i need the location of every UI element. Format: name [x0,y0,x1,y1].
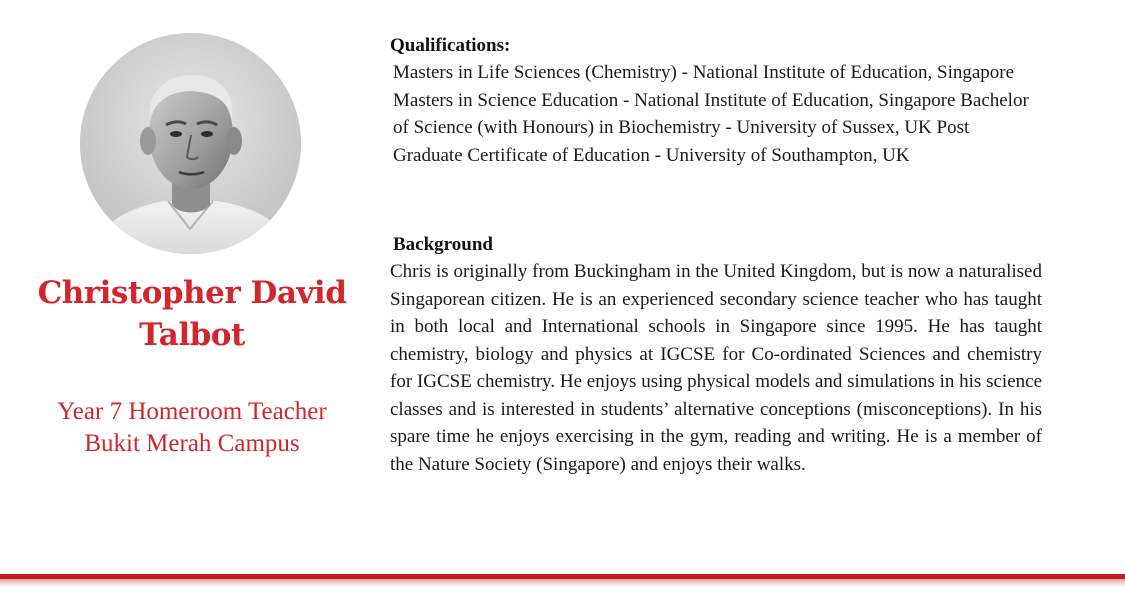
campus-name: Bukit Merah Campus [84,430,300,457]
bottom-divider-shadow [0,579,1125,587]
person-name: Christopher David Talbot [37,275,347,353]
role-title: Year 7 Homeroom Teacher [57,398,327,425]
profile-photo [80,33,301,254]
background-section [390,232,1042,478]
portrait-illustration [80,33,301,254]
qualifications-heading: Qualifications: [390,35,511,56]
qualifications-text: Masters in Life Sciences (Chemistry) - National Institute of Education, Singapore Masters in Science Education - National Institute of Education, Singapore Bachelor of Science (with Honours) in Biochemistry - University of Sussex, UK Post Graduate Certificate of Education - University of Southampton, UK [393,62,1029,166]
qualifications-section [390,33,1050,169]
role-block [20,396,364,460]
background-text: Chris is originally from Buckingham in the United Kingdom, but is now a naturalised Singaporean citizen. He is an experienced secondary science teacher who has taught in both local and International schools in Singapore since 1995. He has taught chemistry, biology and physics at IGCSE for Co-ordinated Sciences and chemistry for IGCSE chemistry. He enjoys using physical models and simulations in his science classes and is interested in students’ alternative conceptions (misconceptions). In his spare time he enjoys exercising in the gym, reading and writing. He is a member of the Nature Society (Singapore) and enjoys their walks. [390,261,1042,475]
background-heading: Background [393,234,493,255]
